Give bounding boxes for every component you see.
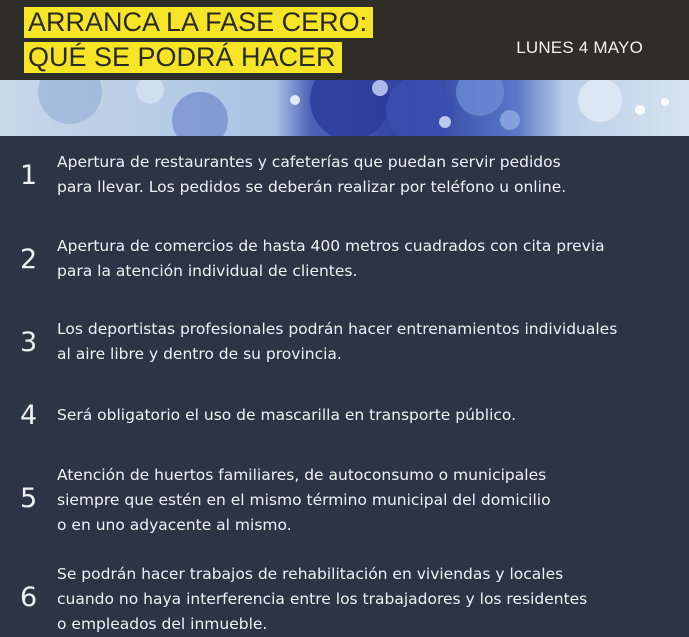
item-line: cuando no haya interferencia entre los trabajadores y los residentes bbox=[57, 590, 588, 608]
item-text bbox=[57, 317, 682, 367]
item-text bbox=[57, 403, 682, 428]
item-line: Será obligatorio el uso de mascarilla en transporte público. bbox=[57, 406, 517, 424]
item-line: siempre que estén en el mismo término municipal del domicilio bbox=[57, 491, 551, 509]
item-line: al aire libre y dentro de su provincia. bbox=[57, 345, 342, 363]
virus-illustration bbox=[0, 80, 689, 136]
item-text bbox=[57, 562, 682, 637]
item-line: para la atención individual de clientes. bbox=[57, 262, 358, 280]
title-line-1: ARRANCA LA FASE CERO: bbox=[24, 7, 373, 38]
item-text bbox=[57, 150, 682, 200]
item-line: Atención de huertos familiares, de autoconsumo o municipales bbox=[57, 466, 547, 484]
item-text bbox=[57, 463, 682, 538]
item-number: 1 bbox=[20, 160, 38, 191]
header bbox=[0, 0, 689, 80]
virus-banner-image bbox=[0, 80, 689, 136]
item-line: Apertura de comercios de hasta 400 metros cuadrados con cita previa bbox=[57, 237, 605, 255]
item-line: Se podrán hacer trabajos de rehabilitación en viviendas y locales bbox=[57, 565, 564, 583]
item-number: 5 bbox=[20, 483, 38, 514]
item-number: 3 bbox=[20, 327, 38, 358]
item-line: Apertura de restaurantes y cafeterías que puedan servir pedidos bbox=[57, 153, 561, 171]
date-label: LUNES 4 MAYO bbox=[516, 38, 643, 57]
item-number: 6 bbox=[20, 582, 38, 613]
item-text bbox=[57, 234, 682, 284]
item-line: o en uno adyacente al mismo. bbox=[57, 516, 292, 534]
item-line: o empleados del inmueble. bbox=[57, 615, 268, 633]
item-line: para llevar. Los pedidos se deberán realizar por teléfono u online. bbox=[57, 178, 567, 196]
title-line-2: QUÉ SE PODRÁ HACER bbox=[24, 42, 342, 73]
item-number: 4 bbox=[20, 400, 38, 431]
item-number: 2 bbox=[20, 244, 38, 275]
item-line: Los deportistas profesionales podrán hacer entrenamientos individuales bbox=[57, 320, 618, 338]
